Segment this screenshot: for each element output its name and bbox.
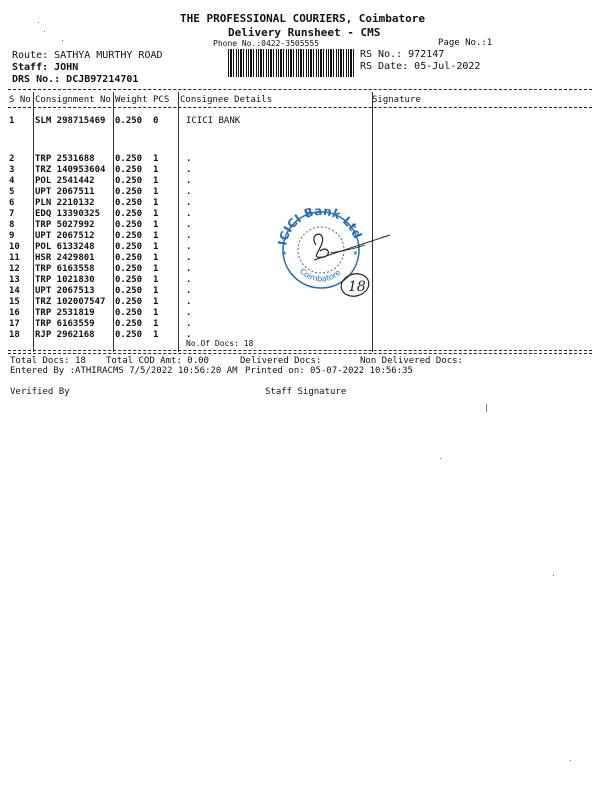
row-sno: 18: [9, 330, 20, 340]
row-consignment: TRP 2531688: [35, 154, 95, 164]
row-weight: 0.250: [115, 154, 143, 164]
row-consignee: .: [186, 220, 192, 230]
column-header-consignment: Consignment No: [35, 95, 111, 105]
row-consignee: .: [186, 264, 192, 274]
divider: [8, 89, 592, 90]
row-sno: 12: [9, 264, 20, 274]
row-sno: 15: [9, 297, 20, 307]
row-sno: 10: [9, 242, 20, 252]
staff: Staff: JOHN: [12, 62, 79, 73]
row-weight: 0.250: [115, 286, 143, 296]
row-consignment: POL 2541442: [35, 176, 95, 186]
total-docs: Total Docs: 18: [10, 356, 86, 366]
divider: [8, 107, 592, 108]
row-pcs: 1: [153, 275, 159, 285]
row-consignee: .: [186, 198, 192, 208]
row-consignment: TRP 1021830: [35, 275, 95, 285]
row-consignee: .: [186, 308, 192, 318]
row-weight: 0.250: [115, 330, 143, 340]
row-sno: 3: [9, 165, 15, 175]
row-weight: 0.250: [115, 176, 143, 186]
row-pcs: 1: [153, 242, 159, 252]
row-consignee: .: [186, 330, 192, 340]
divider: [8, 350, 592, 351]
row-consignment: UPT 2067512: [35, 231, 95, 241]
row-weight: 0.250: [115, 275, 143, 285]
row-consignment: TRZ 102007547: [35, 297, 106, 307]
row-pcs: 1: [153, 154, 159, 164]
row-sno: 6: [9, 198, 15, 208]
column-header-consignee: Consignee Details: [180, 95, 273, 105]
row-consignee: .: [186, 297, 192, 307]
row-consignee: .: [186, 231, 192, 241]
row-sno: 2: [9, 154, 15, 164]
row-sno: 8: [9, 220, 15, 230]
row-pcs: 1: [153, 297, 159, 307]
route: Route: SATHYA MURTHY ROAD: [12, 50, 163, 61]
column-header-signature: Signature: [372, 95, 421, 105]
handwritten-count: 18: [348, 279, 366, 295]
row-consignment: UPT 2067511: [35, 187, 95, 197]
row-pcs: 1: [153, 176, 159, 186]
scan-speck: [38, 22, 39, 23]
row-pcs: 1: [153, 286, 159, 296]
row-consignee: .: [186, 176, 192, 186]
row-consignee: .: [186, 275, 192, 285]
row-pcs: 1: [153, 253, 159, 263]
row-weight: 0.250: [115, 308, 143, 318]
row-pcs: 1: [153, 231, 159, 241]
row-consignment: UPT 2067513: [35, 286, 95, 296]
page-number: Page No.:1: [438, 38, 493, 48]
row-sno: 5: [9, 187, 15, 197]
row-consignee: .: [186, 319, 192, 329]
no-of-docs: No.Of Docs: 18: [186, 339, 254, 348]
row-sno: 1: [9, 116, 15, 126]
company-name: THE PROFESSIONAL COURIERS, Coimbatore: [180, 12, 426, 25]
barcode: [228, 49, 354, 77]
row-pcs: 1: [153, 187, 159, 197]
column-line: [33, 92, 34, 352]
scan-speck: [44, 31, 45, 32]
scan-speck: [440, 458, 441, 459]
scan-speck: [486, 404, 487, 412]
row-consignment: HSR 2429801: [35, 253, 95, 263]
row-weight: 0.250: [115, 242, 143, 252]
drs-number: DRS No.: DCJB97214701: [12, 74, 139, 85]
row-sno: 16: [9, 308, 20, 318]
scan-speck: [553, 575, 554, 576]
row-consignment: TRP 6163559: [35, 319, 95, 329]
verified-by: Verified By: [10, 387, 70, 397]
row-sno: 4: [9, 176, 15, 186]
rs-date: RS Date: 05-Jul-2022: [360, 61, 481, 72]
row-weight: 0.250: [115, 264, 143, 274]
row-weight: 0.250: [115, 165, 143, 175]
row-consignment: TRP 2531819: [35, 308, 95, 318]
phone-number: Phone No.:0422-3505555: [213, 39, 319, 48]
stamp-text-top: ICICI Bank Ltd: [275, 205, 365, 247]
total-cod-amount: Total COD Amt: 0.00: [106, 356, 209, 366]
row-consignment: TRP 6163558: [35, 264, 95, 274]
row-pcs: 1: [153, 209, 159, 219]
svg-text:★: ★: [282, 248, 287, 257]
document-title: Delivery Runsheet - CMS: [228, 26, 381, 39]
scan-speck: [62, 40, 63, 41]
row-weight: 0.250: [115, 319, 143, 329]
column-line: [178, 92, 179, 352]
row-consignee: .: [186, 187, 192, 197]
row-weight: 0.250: [115, 116, 143, 126]
row-pcs: 1: [153, 198, 159, 208]
row-weight: 0.250: [115, 187, 143, 197]
row-consignee: .: [186, 242, 192, 252]
row-weight: 0.250: [115, 198, 143, 208]
row-consignee: .: [186, 286, 192, 296]
row-weight: 0.250: [115, 297, 143, 307]
svg-text:★: ★: [353, 248, 358, 257]
row-sno: 11: [9, 253, 20, 263]
row-consignment: POL 6133248: [35, 242, 95, 252]
row-pcs: 1: [153, 264, 159, 274]
row-consignee: .: [186, 253, 192, 263]
row-pcs: 0: [153, 116, 159, 126]
row-pcs: 1: [153, 308, 159, 318]
column-header-pcs: PCS: [153, 95, 170, 105]
row-consignment: SLM 298715469: [35, 116, 106, 126]
delivered-docs: Delivered Docs:: [240, 356, 322, 366]
row-sno: 17: [9, 319, 20, 329]
row-sno: 7: [9, 209, 15, 219]
divider: [8, 353, 592, 354]
bank-stamp: [270, 205, 400, 305]
row-consignment: PLN 2210132: [35, 198, 95, 208]
scan-speck: [570, 760, 571, 761]
row-consignee: .: [186, 154, 192, 164]
row-sno: 9: [9, 231, 15, 241]
row-sno: 13: [9, 275, 20, 285]
stamp-text-bottom: Coimbatore: [297, 266, 343, 284]
non-delivered-docs: Non Delivered Docs:: [360, 356, 463, 366]
row-weight: 0.250: [115, 209, 143, 219]
row-pcs: 1: [153, 319, 159, 329]
row-consignee: .: [186, 165, 192, 175]
column-header-weight: Weight: [115, 95, 148, 105]
row-pcs: 1: [153, 220, 159, 230]
row-weight: 0.250: [115, 231, 143, 241]
printed-on: Printed on: 05-07-2022 10:56:35: [245, 366, 413, 376]
row-consignment: RJP 2962168: [35, 330, 95, 340]
row-consignment: TRZ 140953604: [35, 165, 106, 175]
column-header-sno: S No: [9, 95, 31, 105]
row-consignee: ICICI BANK: [186, 116, 241, 126]
column-line: [113, 92, 114, 352]
row-pcs: 1: [153, 330, 159, 340]
row-sno: 14: [9, 286, 20, 296]
row-weight: 0.250: [115, 220, 143, 230]
row-consignment: EDQ 13390325: [35, 209, 101, 219]
entered-by: Entered By :ATHIRACMS 7/5/2022 10:56:20 AM: [10, 366, 238, 376]
staff-signature: Staff Signature: [265, 387, 347, 397]
rs-number: RS No.: 972147: [360, 49, 445, 60]
row-pcs: 1: [153, 165, 159, 175]
row-consignee: .: [186, 209, 192, 219]
row-weight: 0.250: [115, 253, 143, 263]
svg-text:Coimbatore: [298, 267, 343, 284]
row-consignment: TRP 5027992: [35, 220, 95, 230]
svg-text:ICICI Bank Ltd: [275, 205, 364, 247]
